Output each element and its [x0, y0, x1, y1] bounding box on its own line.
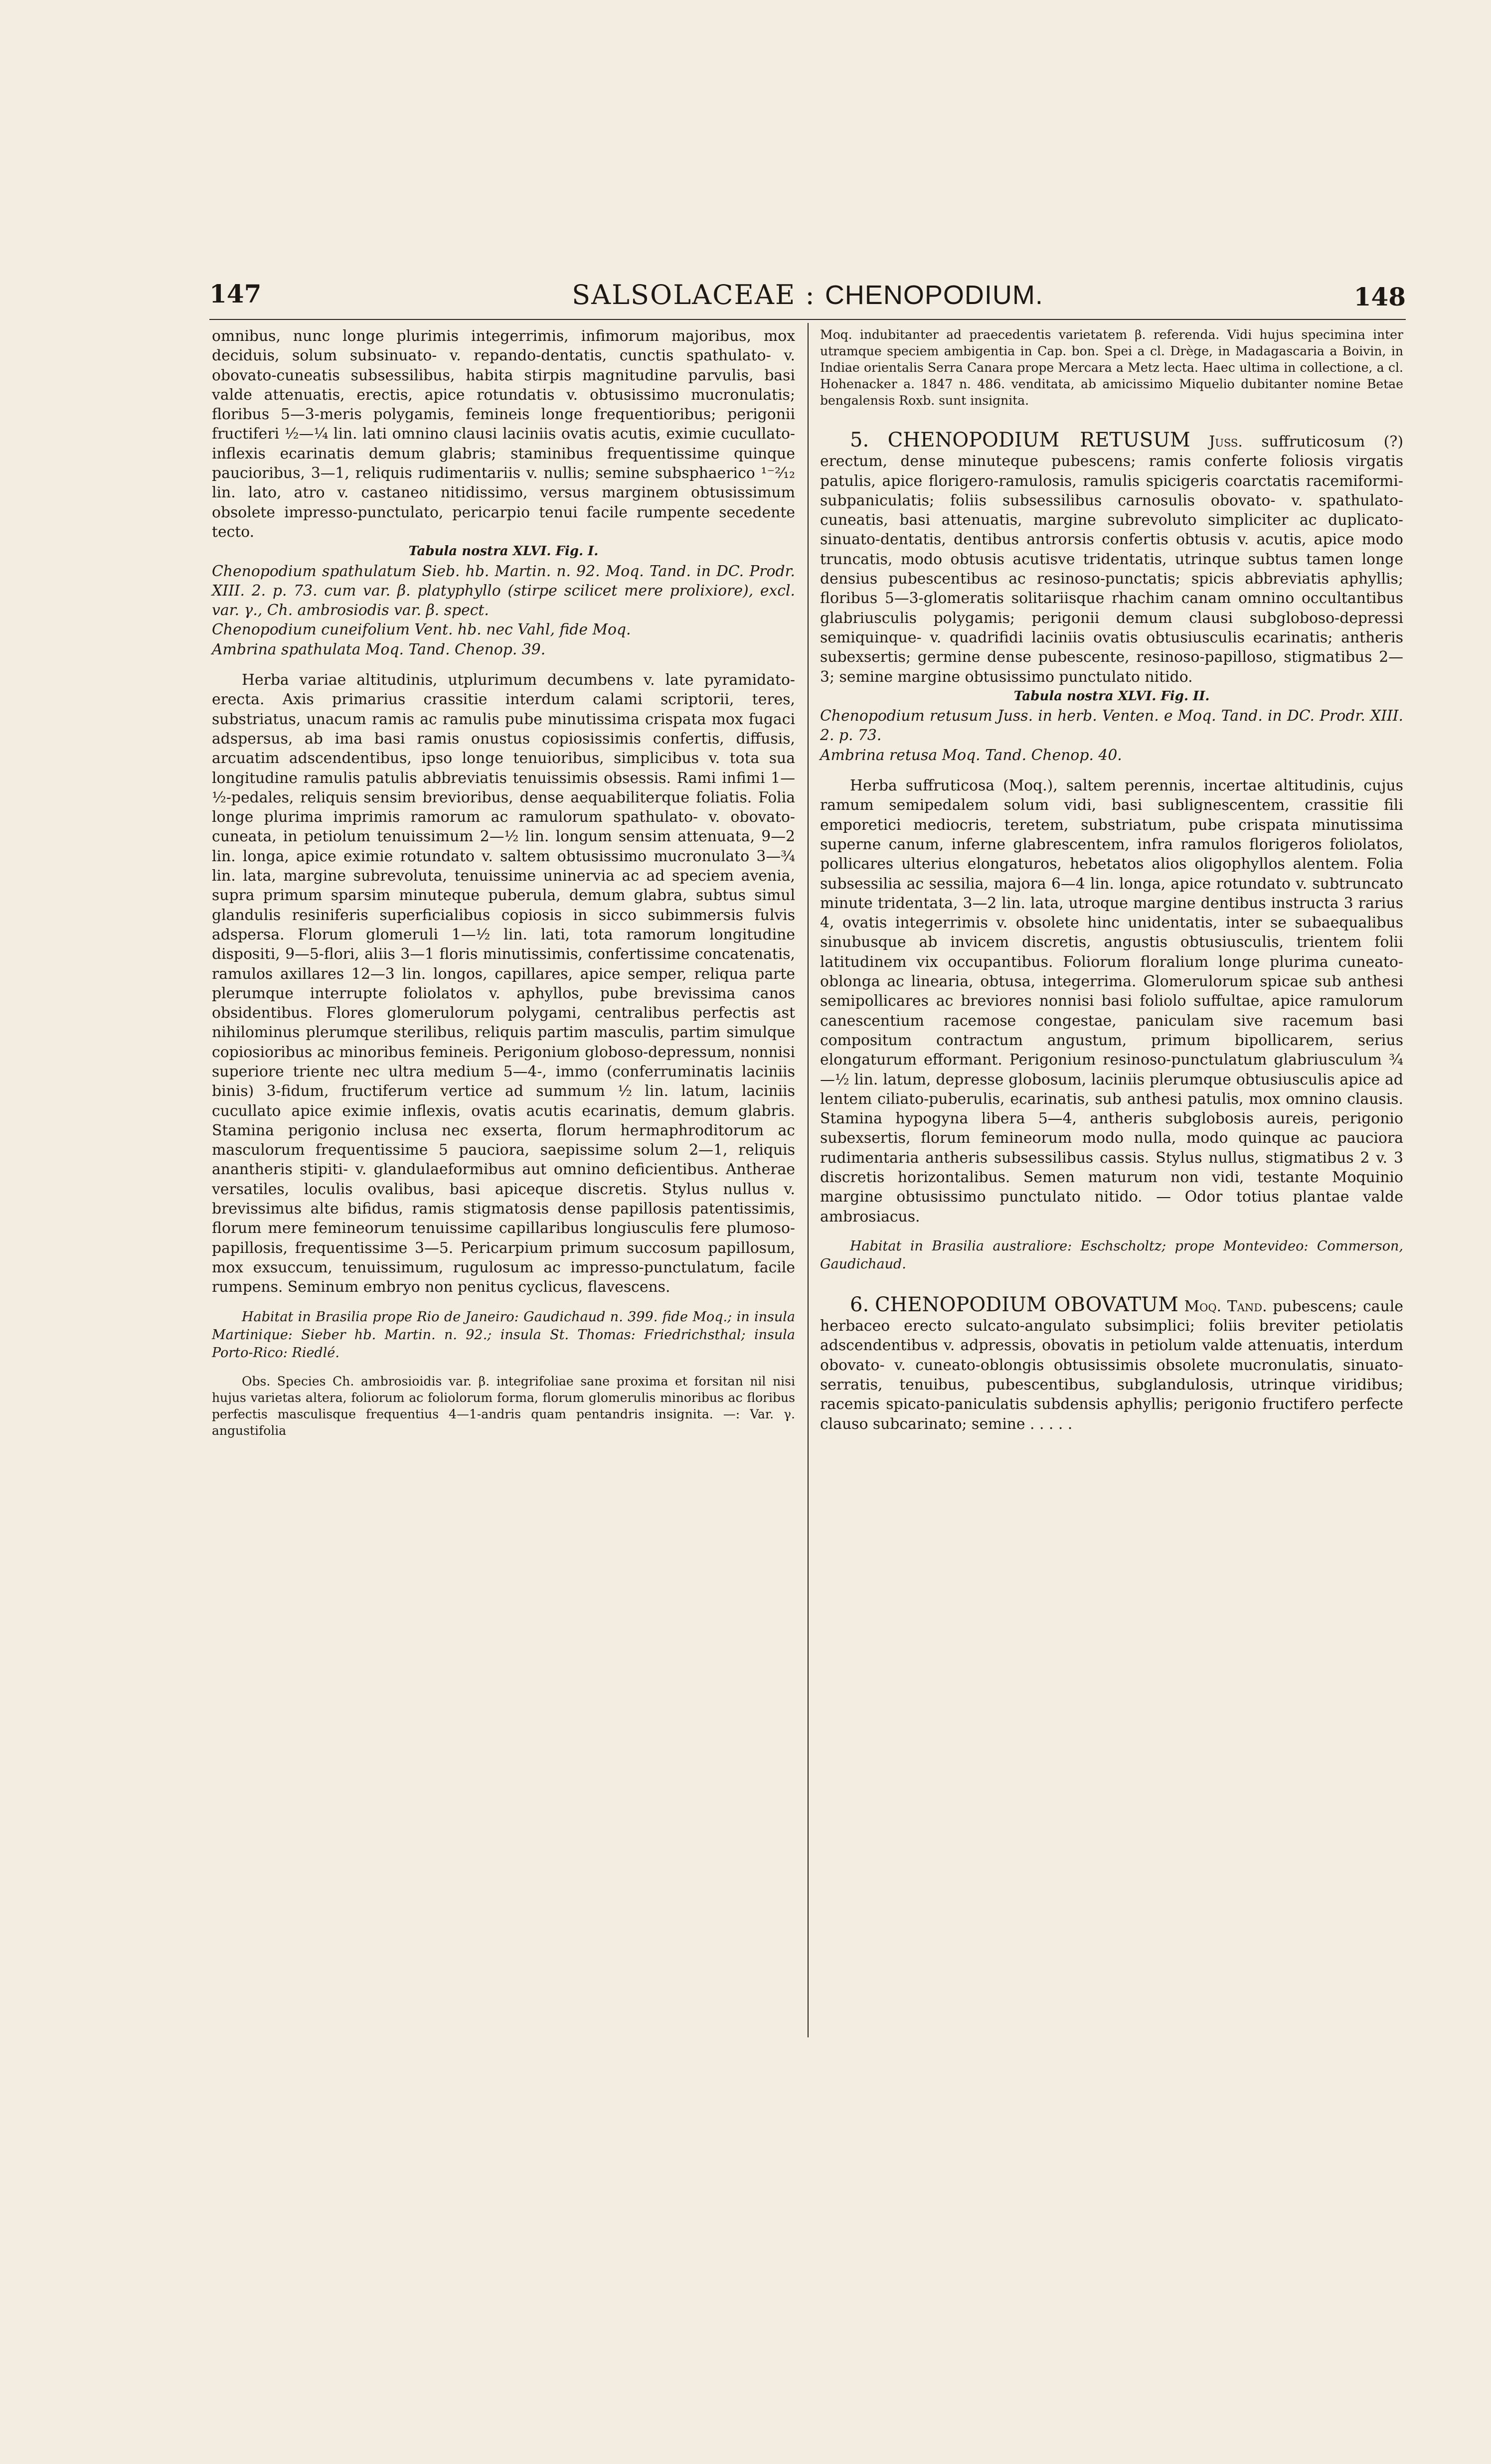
habitat: Habitat in Brasilia prope Rio de Janeiro: Gaudichaud n. 399. fide Moq.; in insula Martinique: Sieber hb. Martin. n. 92.; insula St. Thomas: Friedrichsthal; insula Porto-Rico: Riedlé.	[212, 1309, 795, 1361]
continued-diagnosis: omnibus, nunc longe plurimis integerrimis, infimorum majoribus, mox deciduis, solum subsinuato- v. repando-dentatis, cunctis spathulato- v. obovato-cuneatis subsessilibus, habita stirpis magnitudine parvulis, basi valde attenuatis, erectis, apice rotundatis v. obtusissimo mucronulatis; floribus 5—3-meris polygamis, femineis longe frequentioribus; perigonii fructiferi ¹⁄₂—¹⁄₄ lin. lati omnino clausi laciniis ovatis acutis, eximie cucullato-inflexis ecarinatis demum glabris; staminibus frequentissime quinque paucioribus, 3—1, reliquis rudimentariis v. nullis; semine subsphaerico ¹⁻²⁄₁₂ lin. lato, atro v. castaneo nitidissimo, versus marginem obtusissimum obsolete impresso-punctulato, pericarpio tenui facile rumpente secedente tecto.	[212, 327, 795, 541]
plate-caption: Tabula nostra XLVI. Fig. I.	[408, 544, 599, 559]
header-rule	[209, 319, 1406, 320]
observation-continued: Moq. indubitanter ad praecedentis varietatem β. referenda. Vidi hujus specimina inter utramque speciem ambigentia in Cap. bon. Spei a cl. Drège, in Madagascaria a Boivin, in Indiae orientalis Serra Canara prope Mercara a Metz lecta. Haec ultima in collectione, a cl. Hohenacker a. 1847 n. 486. venditata, ab amicissimo Miquelio dubitanter nomine Betae bengalensis Roxb. sunt insignita.	[820, 327, 1403, 408]
synonym: Ambrina retusa Moq. Tand. Chenop. 40.	[820, 746, 1122, 764]
page-number-left: 147	[209, 279, 262, 308]
right-column	[820, 326, 1403, 1434]
habitat: Habitat in Brasilia australiore: Eschscholtz; prope Montevideo: Commerson, Gaudichaud.	[820, 1238, 1403, 1272]
running-head-family: SALSOLACEAE :	[572, 279, 816, 310]
synonym: Chenopodium retusum Juss. in herb. Venten. e Moq. Tand. in DC. Prodr. XIII. 2. p. 73.	[820, 707, 1403, 745]
running-head	[209, 279, 1406, 310]
plate-caption: Tabula nostra XLVI. Fig. II.	[1013, 688, 1210, 704]
species-diagnosis: suffruticosum (?) erectum, dense minuteque pubescens; ramis conferte foliosis virgatis patulis, apice florigero-ramulosis, ramulis spicigeris coarctatis racemiformi-subpaniculatis; foliis subsessilibus carnosulis obovato- v. spathulato-cuneatis, basi attenuatis, margine subrevoluto simpliciter ac duplicato-sinuato-dentatis, dentibus antrorsis confertis obtusis v. acutis, apice modo truncatis, modo obtusis acutisve tridentatis, utrinque subtus tamen longe densius pubescentibus ac resinoso-punctatis; spicis abbreviatis aphyllis; floribus 5—3-glomeratis solitariisque rhachim canam omnino occultantibus glabriusculis polygamis; perigonii demum clausi subgloboso-depressi semiquinque- v. quadrifidi laciniis ovatis obtusiusculis ecarinatis; antheris subexsertis; germine dense pubescente, resinoso-papilloso, stigmatibus 2—3; semine margine obtusissimo punctulato nitido.	[820, 433, 1403, 686]
description: Herba variae altitudinis, utplurimum decumbens v. late pyramidato-erecta. Axis primarius crassitie interdum calami scriptorii, teres, substriatus, unacum ramis ac ramulis pube minutissima crispata mox fugaci adspersus, ab ima basi ramis onustus copiosissimis confertis, diffusis, arcuatim adscendentibus, ipso longe tenuioribus, simplicibus v. tota sua longitudine ramulis patulis abbreviatis tenuissimis obsessis. Rami infimi 1—¹⁄₂-pedales, reliquis sensim brevioribus, dense aequabiliterque foliatis. Folia longe plurima imprimis ramorum ac ramulorum spathulato- v. obovato-cuneata, in petiolum tenuissimum 2—¹⁄₂ lin. longum sensim attenuata, 9—2 lin. longa, apice eximie rotundato v. saltem obtusissimo mucronulato 3—³⁄₄ lin. lata, margine subrevoluta, tenuissime uninervia ac ad speciem avenia, supra primum sparsim minuteque puberula, demum glabra, subtus simul glandulis resiniferis superficialibus copiosis in sicco subimmersis fulvis adspersa. Florum glomeruli 1—¹⁄₂ lin. lati, tota ramorum longitudine dispositi, 9—5-flori, aliis 3—1 floris minutissimis, confertissime concatenatis, ramulos axillares 12—3 lin. longos, capillares, apice semper, reliqua parte plerumque interrupte foliolatos v. aphyllos, pube brevissima canos obsidentibus. Flores glomerulorum polygami, centralibus perfectis ast nihilominus plerumque sterilibus, reliquis partim masculis, partim simulque copiosioribus ac minoribus femineis. Perigonium globoso-depressum, nonnisi superiore triente nec ultra medium 5—4-, immo (conferruminatis laciniis binis) 3-fidum, fructiferum vertice ad summum ¹⁄₂ lin. latum, laciniis cucullato apice eximie inflexis, ovatis acutis ecarinatis, demum glabris. Stamina perigonio inclusa nec exserta, florum hermaphroditorum ac masculorum frequentissime 5 pauciora, saepissime solum 2—1, reliquis anantheris stipiti- v. glandulaeformibus aut omnino deficientibus. Antherae versatiles, loculis ovalibus, basi apiceque discretis. Stylus nullus v. brevissimus alte bifidus, ramis stigmatosis dense papillosis patentissimis, florum mere femineorum tenuissime capillaribus longiusculis fere plumoso-papillosis, frequentissime 3—5. Pericarpium primum succosum papillosum, mox exsuccum, tenuissimum, rugulosum ac impresso-punctulatum, facile rumpens. Seminum embryo non penitus cyclicus, flavescens.	[212, 671, 795, 1296]
description: Herba suffruticosa (Moq.), saltem perennis, incertae altitudinis, cujus ramum semipedalem solum vidi, basi sublignescentem, crassitie fili emporetici mediocris, teretem, substriatum, pube crispata minutissima superne canum, inferne glabrescentem, infra ramulos florigeros foliolatos, pollicares ulterius elongaturos, hebetatos alios oligophyllos alentem. Folia subsessilia ac sessilia, majora 6—4 lin. longa, apice rotundato v. subtruncato minute tridentata, 3—2 lin. lata, utroque margine dentibus instructa 3 rarius 4, ovatis integerrimis v. obsolete hinc unidentatis, inter se subaequalibus sinubusque ab invicem discretis, angustis obtusiusculis, trientem folii latitudinem vix occupantibus. Foliorum floralium longe plurima cuneato-oblonga ac linearia, obtusa, integerrima. Glomerulorum spicae sub anthesi semipollicares ac breviores nonnisi basi foliolo suffultae, apice ramulorum canescentium racemose congestae, paniculam sive racemum basi compositum contractum angustum, primum bipollicarem, serius elongaturum efformant. Perigonium resinoso-punctulatum glabriusculum ³⁄₄—¹⁄₂ lin. latum, depresse globosum, laciniis plerumque obtusiusculis apice ad lentem ciliato-puberulis, ecarinatis, sub anthesi patulis, mox omnino clausis. Stamina hypogyna libera 5—4, antheris subglobosis aureis, perigonio subexsertis, florum femineorum modo nulla, modo quinque ac pauciora rudimentaria antheris subsessilibus cassis. Stylus nullus, stigmatibus 2 v. 3 discretis horizontalibus. Semen maturum non vidi, testante Moquinio margine obtusissimo punctulato nitido. — Odor totius plantae valde ambrosiacus.	[820, 777, 1403, 1226]
species-author: Moq. Tand.	[1184, 1297, 1267, 1315]
left-column	[212, 326, 795, 1439]
observation: Obs. Species Ch. ambrosioidis var. β. integrifoliae sane proxima et forsitan nil nisi hujus varietas altera, foliorum ac foliolorum forma, florum glomerulis minoribus ac floribus perfectis masculisque frequentius 4—1-andris quam pentandris insignita. —: Var. γ. angustifolia	[212, 1374, 795, 1438]
species-author: Juss.	[1209, 433, 1243, 451]
synonym: Chenopodium cuneifolium Vent. hb. nec Vahl, fide Moq.	[212, 621, 631, 639]
species-name: CHENOPODIUM RETUSUM	[887, 429, 1190, 452]
page-number-right: 148	[1353, 282, 1406, 311]
species-number: 6.	[850, 1293, 869, 1316]
species-diagnosis: pubescens; caule herbaceo erecto sulcato-angulato subsimplici; foliis breviter petiolatis adscendentibus v. adpressis, obovatis in petiolum valde attenuatis, interdum obovato- v. cuneato-oblongis obtusissimis obsolete mucronulatis, sinuato-serratis, tenuibus, pubescentibus, subglandulosis, utrinque viridibus; racemis spicato-paniculatis subdensis aphyllis; perigonio fructifero perfecte clauso subcarinato; semine . . . . .	[820, 1297, 1403, 1433]
column-divider	[808, 323, 809, 2037]
species-number: 5.	[850, 429, 869, 452]
running-header	[209, 279, 1406, 314]
species-5-entry	[820, 429, 1403, 687]
synonym: Ambrina spathulata Moq. Tand. Chenop. 39.	[212, 640, 546, 658]
running-head-genus: CHENOPODIUM.	[825, 280, 1043, 310]
species-6-entry	[820, 1293, 1403, 1434]
species-name: CHENOPODIUM OBOVATUM	[874, 1293, 1178, 1316]
synonym: Chenopodium spathulatum Sieb. hb. Martin. n. 92. Moq. Tand. in DC. Prodr. XIII. 2. p. 73. cum var. β. platyphyllo (stirpe scilicet mere prolixiore), excl. var. γ., Ch. ambrosiodis var. β. spect.	[212, 562, 795, 619]
